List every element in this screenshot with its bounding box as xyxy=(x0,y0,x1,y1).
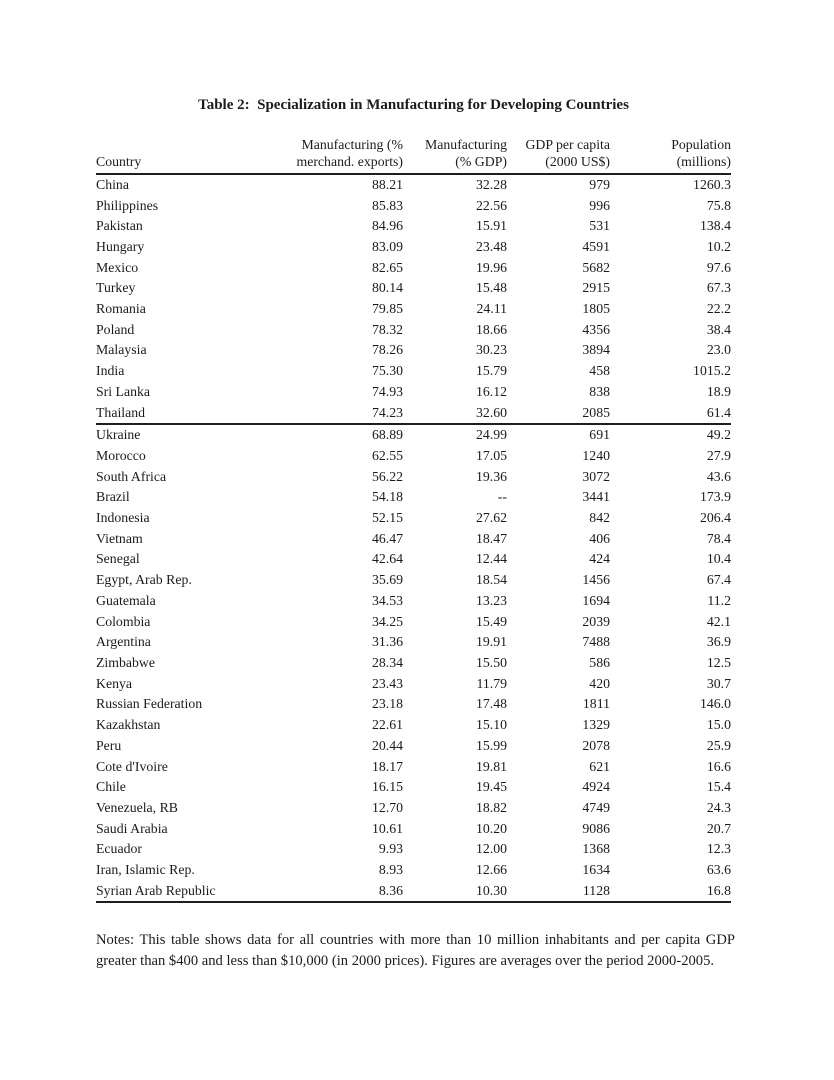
cell-value: 16.8 xyxy=(610,881,731,903)
table-row xyxy=(96,361,731,382)
cell-country: Zimbabwe xyxy=(96,654,156,670)
header-line: Population xyxy=(671,137,731,152)
cell-country: Kenya xyxy=(96,675,133,691)
cell-value: 78.4 xyxy=(706,530,731,546)
cell-country: Vietnam xyxy=(96,530,143,546)
cell-value: 12.00 xyxy=(475,841,507,857)
cell-value: 43.6 xyxy=(706,468,731,484)
table-row xyxy=(96,570,731,591)
cell-value: 1805 xyxy=(582,301,610,317)
cell-value: 19.91 xyxy=(475,634,507,650)
cell-country: Pakistan xyxy=(96,218,143,234)
cell-value: 52.15 xyxy=(371,510,403,526)
cell-value: 1811 xyxy=(582,696,610,712)
cell-value: 8.93 xyxy=(378,862,403,878)
cell-value: 24.99 xyxy=(475,427,507,443)
cell-value: 3072 xyxy=(582,468,610,484)
cell-value: 49.2 xyxy=(706,427,731,443)
table-row xyxy=(96,424,731,446)
cell-country: Cote d'Ivoire xyxy=(96,758,168,774)
table-row xyxy=(96,819,731,840)
cell-value: 2085 xyxy=(507,403,610,425)
table-row xyxy=(96,340,731,361)
cell-value: 75.30 xyxy=(371,363,403,379)
cell-value: 30.23 xyxy=(475,342,507,358)
table-row xyxy=(96,487,731,508)
cell-value: 12.66 xyxy=(475,862,507,878)
table-row xyxy=(96,674,731,695)
cell-value: 20.44 xyxy=(371,737,403,753)
table-row xyxy=(96,382,731,403)
cell-country: Senegal xyxy=(96,551,140,567)
cell-value: 42.1 xyxy=(706,613,731,629)
table-body-lower xyxy=(96,424,731,902)
cell-value: 15.50 xyxy=(475,654,507,670)
cell-value: 1015.2 xyxy=(693,363,731,379)
cell-value: 34.53 xyxy=(371,592,403,608)
cell-value: 23.48 xyxy=(475,238,507,254)
table-row xyxy=(96,446,731,467)
cell-value: 17.48 xyxy=(475,696,507,712)
cell-country: Morocco xyxy=(96,447,146,463)
cell-value: 1634 xyxy=(582,862,610,878)
cell-value: 10.30 xyxy=(403,881,507,903)
table-header xyxy=(96,136,731,174)
cell-country: Brazil xyxy=(96,489,130,505)
header-line: Country xyxy=(96,154,142,170)
cell-value: 18.82 xyxy=(475,799,507,815)
cell-value: 22.56 xyxy=(475,197,507,213)
cell-value: 97.6 xyxy=(706,259,731,275)
cell-value: 32.60 xyxy=(403,403,507,425)
cell-value: 3894 xyxy=(582,342,610,358)
cell-value: 23.43 xyxy=(371,675,403,691)
table-row xyxy=(96,653,731,674)
cell-value: 10.20 xyxy=(475,820,507,836)
cell-value: 1240 xyxy=(582,447,610,463)
cell-value: 16.12 xyxy=(475,383,507,399)
cell-value: 84.96 xyxy=(371,218,403,234)
table-row xyxy=(96,839,731,860)
cell-value: 406 xyxy=(589,530,610,546)
cell-country: Poland xyxy=(96,321,135,337)
cell-value: 18.54 xyxy=(475,572,507,588)
cell-value: 1128 xyxy=(507,881,610,903)
cell-value: 15.91 xyxy=(475,218,507,234)
cell-value: 586 xyxy=(589,654,610,670)
cell-value: 458 xyxy=(589,363,610,379)
cell-country: Chile xyxy=(96,779,126,795)
cell-value: 74.23 xyxy=(291,403,403,425)
cell-value: 621 xyxy=(589,758,610,774)
cell-value: 32.28 xyxy=(475,176,507,192)
cell-value: 19.81 xyxy=(475,758,507,774)
table-row xyxy=(96,715,731,736)
cell-value: 46.47 xyxy=(371,530,403,546)
table-row xyxy=(96,549,731,570)
cell-value: 18.47 xyxy=(475,530,507,546)
cell-value: 8.36 xyxy=(291,881,403,903)
cell-value: 22.61 xyxy=(371,717,403,733)
table-notes: Notes: This table shows data for all countries with more than 10 million inhabitants and per capita GDP greater than $400 and less than $10,000 (in 2000 prices). Figures are averages over the period 2000-2005. xyxy=(96,932,735,970)
cell-country: Turkey xyxy=(96,280,136,296)
cell-value: 16.15 xyxy=(371,779,403,795)
cell-value: 4924 xyxy=(582,779,610,795)
cell-value: 20.7 xyxy=(706,820,731,836)
cell-value: 56.22 xyxy=(371,468,403,484)
cell-value: 173.9 xyxy=(699,489,731,505)
cell-country: Kazakhstan xyxy=(96,717,161,733)
cell-value: 15.48 xyxy=(475,280,507,296)
cell-value: 12.3 xyxy=(706,841,731,857)
cell-value: 2078 xyxy=(582,737,610,753)
cell-country: Egypt, Arab Rep. xyxy=(96,572,192,588)
cell-country: Iran, Islamic Rep. xyxy=(96,862,195,878)
cell-value: 74.93 xyxy=(371,383,403,399)
table-row xyxy=(96,632,731,653)
column-header-gdp-per-capita xyxy=(507,136,610,174)
header-line: Manufacturing xyxy=(425,137,507,152)
table-row xyxy=(96,612,731,633)
column-header-country xyxy=(96,136,291,174)
cell-value: 19.96 xyxy=(475,259,507,275)
cell-value: 691 xyxy=(589,427,610,443)
cell-value: 78.32 xyxy=(371,321,403,337)
cell-value: 15.99 xyxy=(475,737,507,753)
cell-value: 36.9 xyxy=(706,634,731,650)
cell-value: 31.36 xyxy=(371,634,403,650)
cell-value: 206.4 xyxy=(699,510,731,526)
cell-country: Russian Federation xyxy=(96,696,203,712)
cell-country: Romania xyxy=(96,301,146,317)
table-row xyxy=(96,403,731,425)
cell-value: 13.23 xyxy=(475,592,507,608)
table-row xyxy=(96,694,731,715)
cell-value: 11.79 xyxy=(476,675,507,691)
table-row xyxy=(96,798,731,819)
cell-value: 7488 xyxy=(582,634,610,650)
cell-value: 68.89 xyxy=(371,427,403,443)
cell-value: 420 xyxy=(589,675,610,691)
table-row xyxy=(96,529,731,550)
table-row xyxy=(96,320,731,341)
table-row xyxy=(96,736,731,757)
header-row xyxy=(96,136,731,174)
cell-value: 15.49 xyxy=(475,613,507,629)
cell-country: Guatemala xyxy=(96,592,156,608)
cell-country: Ukraine xyxy=(96,427,141,443)
cell-country: China xyxy=(96,176,129,192)
cell-value: 138.4 xyxy=(699,218,731,234)
specialization-table xyxy=(96,136,731,903)
cell-country: Hungary xyxy=(96,238,145,254)
table-row xyxy=(96,860,731,881)
cell-value: 85.83 xyxy=(371,197,403,213)
cell-country: Philippines xyxy=(96,197,159,213)
cell-value: 18.9 xyxy=(706,383,731,399)
table-row xyxy=(96,508,731,529)
cell-value: 19.36 xyxy=(475,468,507,484)
cell-value: 15.10 xyxy=(475,717,507,733)
cell-value: 24.11 xyxy=(476,301,507,317)
cell-value: 18.17 xyxy=(371,758,403,774)
column-header-manufacturing-gdp xyxy=(403,136,507,174)
header-line: merchand. exports) xyxy=(296,154,403,170)
cell-value: 67.3 xyxy=(706,280,731,296)
cell-value: 82.65 xyxy=(371,259,403,275)
cell-value: 19.45 xyxy=(475,779,507,795)
table-body-upper xyxy=(96,174,731,424)
cell-value: 1694 xyxy=(582,592,610,608)
cell-value: 4749 xyxy=(582,799,610,815)
column-header-manufacturing-exports xyxy=(291,136,403,174)
cell-value: 18.66 xyxy=(475,321,507,337)
cell-country: Argentina xyxy=(96,634,151,650)
cell-country: Ecuador xyxy=(96,841,142,857)
cell-value: 9.93 xyxy=(378,841,403,857)
cell-value: 63.6 xyxy=(706,862,731,878)
table-row xyxy=(96,237,731,258)
cell-value: 11.2 xyxy=(707,592,731,608)
cell-country: Thailand xyxy=(96,403,291,425)
table-row xyxy=(96,757,731,778)
cell-country: South Africa xyxy=(96,468,167,484)
cell-value: 1456 xyxy=(582,572,610,588)
table-title: Table 2: Specialization in Manufacturing for Developing Countries xyxy=(198,97,629,113)
cell-country: Colombia xyxy=(96,613,151,629)
cell-value: 27.62 xyxy=(475,510,507,526)
cell-value: 22.2 xyxy=(706,301,731,317)
cell-country: Venezuela, RB xyxy=(96,799,178,815)
header-line: (2000 US$) xyxy=(545,154,610,170)
cell-value: 15.0 xyxy=(706,717,731,733)
cell-country: Peru xyxy=(96,737,122,753)
cell-value: 61.4 xyxy=(610,403,731,425)
cell-country: Saudi Arabia xyxy=(96,820,168,836)
cell-value: 42.64 xyxy=(371,551,403,567)
cell-value: 25.9 xyxy=(706,737,731,753)
table-row xyxy=(96,591,731,612)
header-line: (millions) xyxy=(676,154,731,170)
cell-value: 1260.3 xyxy=(693,176,731,192)
cell-value: 5682 xyxy=(582,259,610,275)
cell-value: 15.4 xyxy=(706,779,731,795)
cell-value: 4591 xyxy=(582,238,610,254)
cell-value: 17.05 xyxy=(475,447,507,463)
table-row xyxy=(96,777,731,798)
cell-country: Indonesia xyxy=(96,510,150,526)
cell-value: 34.25 xyxy=(371,613,403,629)
cell-value: 842 xyxy=(589,510,610,526)
cell-value: 2915 xyxy=(582,280,610,296)
cell-value: 2039 xyxy=(582,613,610,629)
cell-value: 75.8 xyxy=(706,197,731,213)
cell-value: 38.4 xyxy=(706,321,731,337)
cell-value: 4356 xyxy=(582,321,610,337)
cell-value: 78.26 xyxy=(371,342,403,358)
cell-value: 62.55 xyxy=(371,447,403,463)
cell-country: India xyxy=(96,363,125,379)
cell-value: 23.0 xyxy=(706,342,731,358)
cell-value: 24.3 xyxy=(706,799,731,815)
cell-value: 12.44 xyxy=(475,551,507,567)
cell-value: 996 xyxy=(589,197,610,213)
column-header-population xyxy=(610,136,731,174)
cell-value: 83.09 xyxy=(371,238,403,254)
cell-value: 424 xyxy=(589,551,610,567)
cell-value: 979 xyxy=(589,176,610,192)
table-row xyxy=(96,299,731,320)
cell-value: 16.6 xyxy=(706,758,731,774)
cell-value: 12.5 xyxy=(706,654,731,670)
cell-value: 10.61 xyxy=(371,820,403,836)
cell-value: 15.79 xyxy=(475,363,507,379)
cell-value: 67.4 xyxy=(706,572,731,588)
table-row xyxy=(96,278,731,299)
table-row xyxy=(96,467,731,488)
cell-value: 23.18 xyxy=(371,696,403,712)
cell-value: 531 xyxy=(589,218,610,234)
header-line: Manufacturing (% xyxy=(301,137,403,152)
cell-value: 10.2 xyxy=(706,238,731,254)
cell-country: Malaysia xyxy=(96,342,147,358)
cell-value: 28.34 xyxy=(371,654,403,670)
table-row xyxy=(96,216,731,237)
cell-value: 80.14 xyxy=(371,280,403,296)
cell-value: 35.69 xyxy=(371,572,403,588)
table-row xyxy=(96,881,731,903)
cell-value: 27.9 xyxy=(706,447,731,463)
header-line: (% GDP) xyxy=(455,154,507,170)
header-line: GDP per capita xyxy=(525,137,610,152)
cell-value: 1368 xyxy=(582,841,610,857)
cell-value: -- xyxy=(497,489,507,505)
table-row xyxy=(96,258,731,279)
cell-value: 3441 xyxy=(582,489,610,505)
cell-value: 838 xyxy=(589,383,610,399)
cell-value: 54.18 xyxy=(371,489,403,505)
cell-value: 10.4 xyxy=(706,551,731,567)
table-row xyxy=(96,174,731,196)
cell-value: 30.7 xyxy=(706,675,731,691)
cell-value: 1329 xyxy=(582,717,610,733)
cell-value: 146.0 xyxy=(699,696,731,712)
cell-country: Sri Lanka xyxy=(96,383,151,399)
cell-country: Syrian Arab Republic xyxy=(96,881,291,903)
cell-value: 12.70 xyxy=(371,799,403,815)
cell-country: Mexico xyxy=(96,259,139,275)
cell-value: 88.21 xyxy=(371,176,403,192)
cell-value: 79.85 xyxy=(371,301,403,317)
cell-value: 9086 xyxy=(582,820,610,836)
table-row xyxy=(96,196,731,217)
